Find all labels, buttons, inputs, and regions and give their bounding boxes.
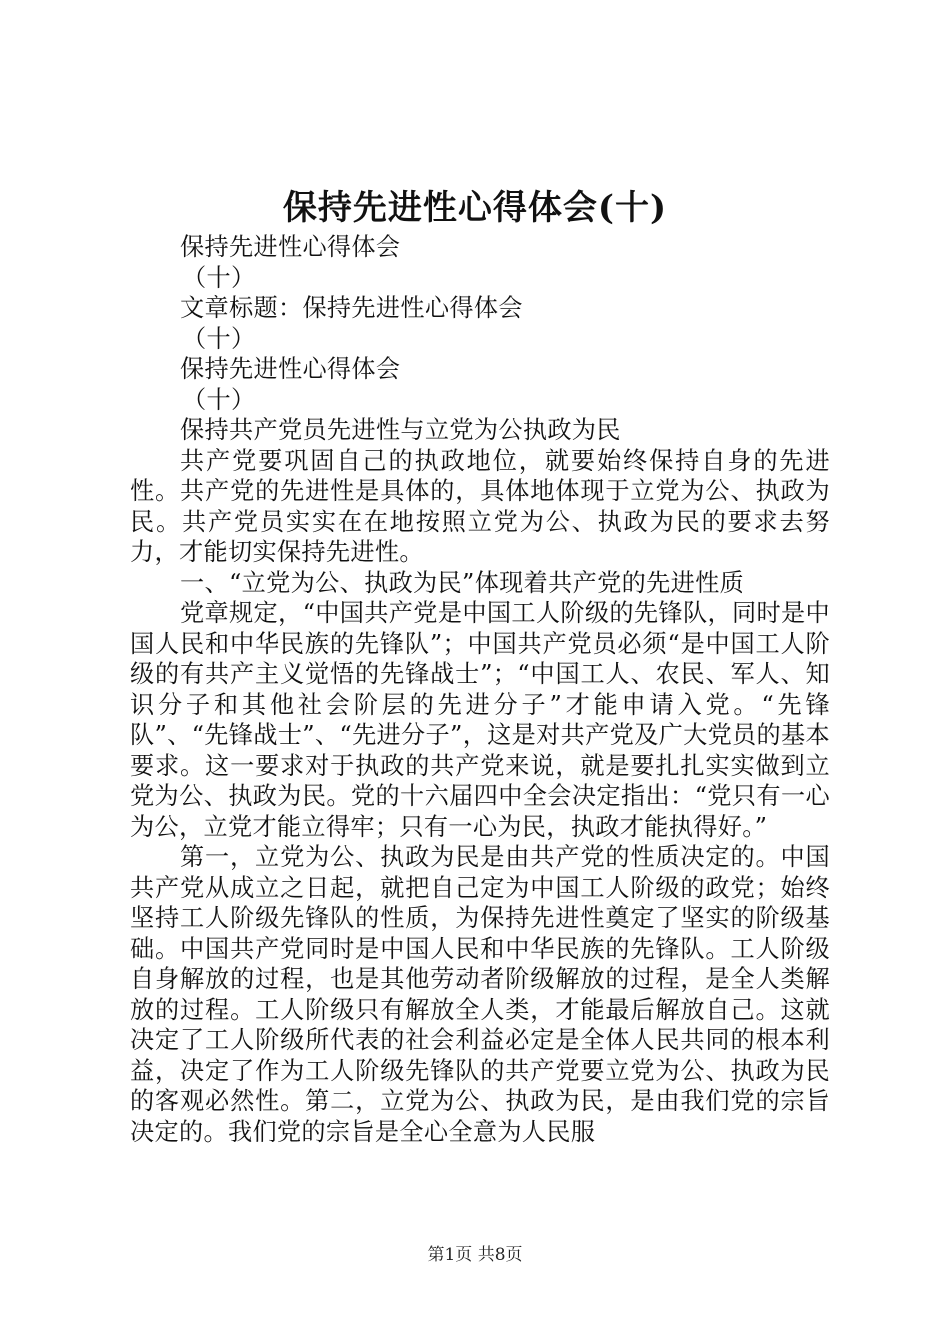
section-heading: 一、“立党为公、执政为民”体现着共产党的先进性质: [180, 568, 745, 597]
header-line: 文章标题：保持先进性心得体会: [180, 294, 523, 322]
article-heading: 保持共产党员先进性与立党为公执政为民: [180, 416, 621, 444]
header-line: （十）: [182, 385, 256, 414]
header-line: 保持先进性心得体会: [180, 233, 401, 261]
paragraph: 第一，立党为公、执政为民是由共产党的性质决定的。中国共产党从成立之日起，就把自己定为中国工人阶级的政党；始终坚持工人阶级先锋队的性质，为保持先进性奠定了坚实的阶级基础。中国共产党同时是中国人民和中华民族的先锋队。工人阶级自身解放的过程，也是其他劳动者阶级解放的过程，是全人类解放的过程。工人阶级只有解放全人类，才能最后解放自己。这就决定了工人阶级所代表的社会利益必定是全体人民共同的根本利益，决定了作为工人阶级先锋队的共产党要立党为公、执政为民的客观必然性。第二，立党为公、执政为民，是由我们党的宗旨决定的。我们党的宗旨是全心全意为人民服: [130, 843, 830, 1146]
page-number: 第1页 共8页: [427, 1245, 523, 1265]
header-line: （十）: [182, 263, 256, 292]
header-line: （十）: [182, 324, 256, 353]
paragraph: 党章规定，“中国共产党是中国工人阶级的先锋队，同时是中国人民和中华民族的先锋队”；中国共产党员必须“是中国工人阶级的有共产主义觉悟的先锋战士”；“中国工人、农民、军人、知识分子和其他社会阶层的先进分子”才能申请入党。“先锋队”、“先锋战士”、“先进分子”，这是对共产党及广大党员的基本要求。这一要求对于执政的共产党来说，就是要扎扎实实做到立党为公、执政为民。党的十六届四中全会决定指出：“党只有一心为公，立党才能立得牢；只有一心为民，执政才能执得好。”: [130, 599, 831, 841]
paragraph: 共产党要巩固自己的执政地位，就要始终保持自身的先进性。共产党的先进性是具体的，具体地体现于立党为公、执政为民。共产党员实实在在地按照立党为公、执政为民的要求去努力，才能切实保持先进性。: [130, 446, 830, 566]
document-title: 保持先进性心得体会(十): [282, 188, 668, 228]
header-line: 保持先进性心得体会: [180, 355, 401, 383]
document-body: [130, 232, 830, 1147]
